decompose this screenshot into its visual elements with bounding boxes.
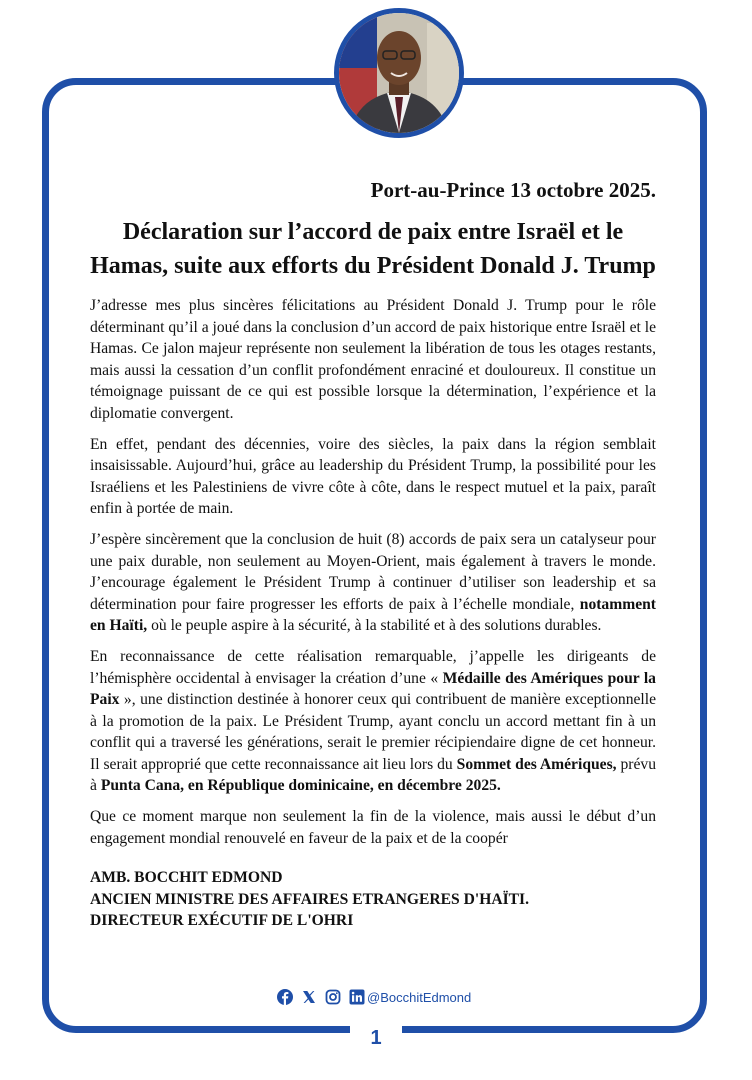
author-photo <box>334 8 464 138</box>
paragraph-4-text-c: », une distinction destinée à honorer ceux qui contribuent de manière exceptionnelle à la promotion de la paix. Le Président Trump, ayant conclu un accord mettant fin à un conflit qui a traversé les générations, serait le premier récipiendaire digne de cet honneur. Il serait approprié que cette reconnaissance ait lieu lors du <box>90 691 656 773</box>
paragraph-4 <box>90 646 656 797</box>
paragraph-4-text-a: En reconnaissance de cette réalisation remarquable, j’appelle les dirigeants de l’hémisphère occidental à envisager la création d’une « <box>90 648 656 687</box>
signature-name: AMB. BOCCHIT EDMOND <box>90 869 283 886</box>
paragraph-2: En effet, pendant des décennies, voire des siècles, la paix dans la région semblait insaisissable. Aujourd’hui, grâce au leadership du Président Trump, la possibilité pour les Israéliens et les Palestiniens de vivre côte à côte, dans le respect mutuel et la paix, paraît enfin à portée de main. <box>90 435 656 517</box>
paragraph-4-bold-summit: Sommet des Amériques, <box>456 755 617 773</box>
page-number-container <box>350 1018 402 1058</box>
signature-role-2: DIRECTEUR EXÉCUTIF DE L'OHRI <box>90 912 354 929</box>
social-handle[interactable]: @BocchitEdmond <box>367 989 472 1005</box>
page-number: 1 <box>370 1027 382 1049</box>
facebook-icon[interactable] <box>277 989 293 1005</box>
paragraph-5: Que ce moment marque non seulement la fin de la violence, mais aussi le début d’un engagement mondial renouvelé en faveur de la paix et de la coopér <box>90 808 656 847</box>
paragraph-4-text-e: prévu à <box>90 755 656 794</box>
instagram-icon[interactable] <box>325 989 341 1005</box>
paragraph-1: J’adresse mes plus sincères félicitations au Président Donald J. Trump pour le rôle déterminant qu’il a joué dans la conclusion d’un accord de paix historique entre Israël et le Hamas. Ce jalon majeur représente non seulement la libération de tous les otages restants, mais aussi la cessation d’un conflit profondément enraciné et douloureux. Il constitue un témoignage puissant de ce qui est possible lorsque la détermination, l’expérience et la diplomatie convergent. <box>90 297 656 422</box>
signature-role-1: ANCIEN MINISTRE DES AFFAIRES ETRANGERES D'HAÏTI. <box>90 890 530 908</box>
letter-date: Port-au-Prince 13 octobre 2025. <box>370 178 656 202</box>
paragraph-4-bold-location: Punta Cana, en République dominicaine, en décembre 2025. <box>100 777 501 794</box>
x-icon[interactable] <box>301 989 317 1005</box>
paragraph-3-text-a: J’espère sincèrement que la conclusion de huit (8) accords de paix sera un catalyseur pour une paix durable, non seulement au Moyen-Orient, mais également à travers le monde. J’encourage également le Président Trump à continuer d’utiliser son leadership et sa détermination pour faire progresser les efforts de paix à l’échelle mondiale, <box>90 531 656 613</box>
paragraph-4-bold-medal: Médaille des Amériques pour la Paix <box>90 669 656 708</box>
paragraph-3-text-c: où le peuple aspire à la sécurité, à la stabilité et à des solutions durables. <box>147 617 602 634</box>
social-links <box>277 987 471 1007</box>
signature-block <box>90 867 656 932</box>
linkedin-icon[interactable] <box>349 989 365 1005</box>
paragraph-3-bold-haiti: notamment en Haïti, <box>90 595 656 634</box>
paragraph-3 <box>90 529 656 637</box>
letter-title: Déclaration sur l’accord de paix entre Israël et le Hamas, suite aux efforts du Président Donald J. Trump <box>90 219 656 279</box>
letter-content <box>90 178 656 932</box>
